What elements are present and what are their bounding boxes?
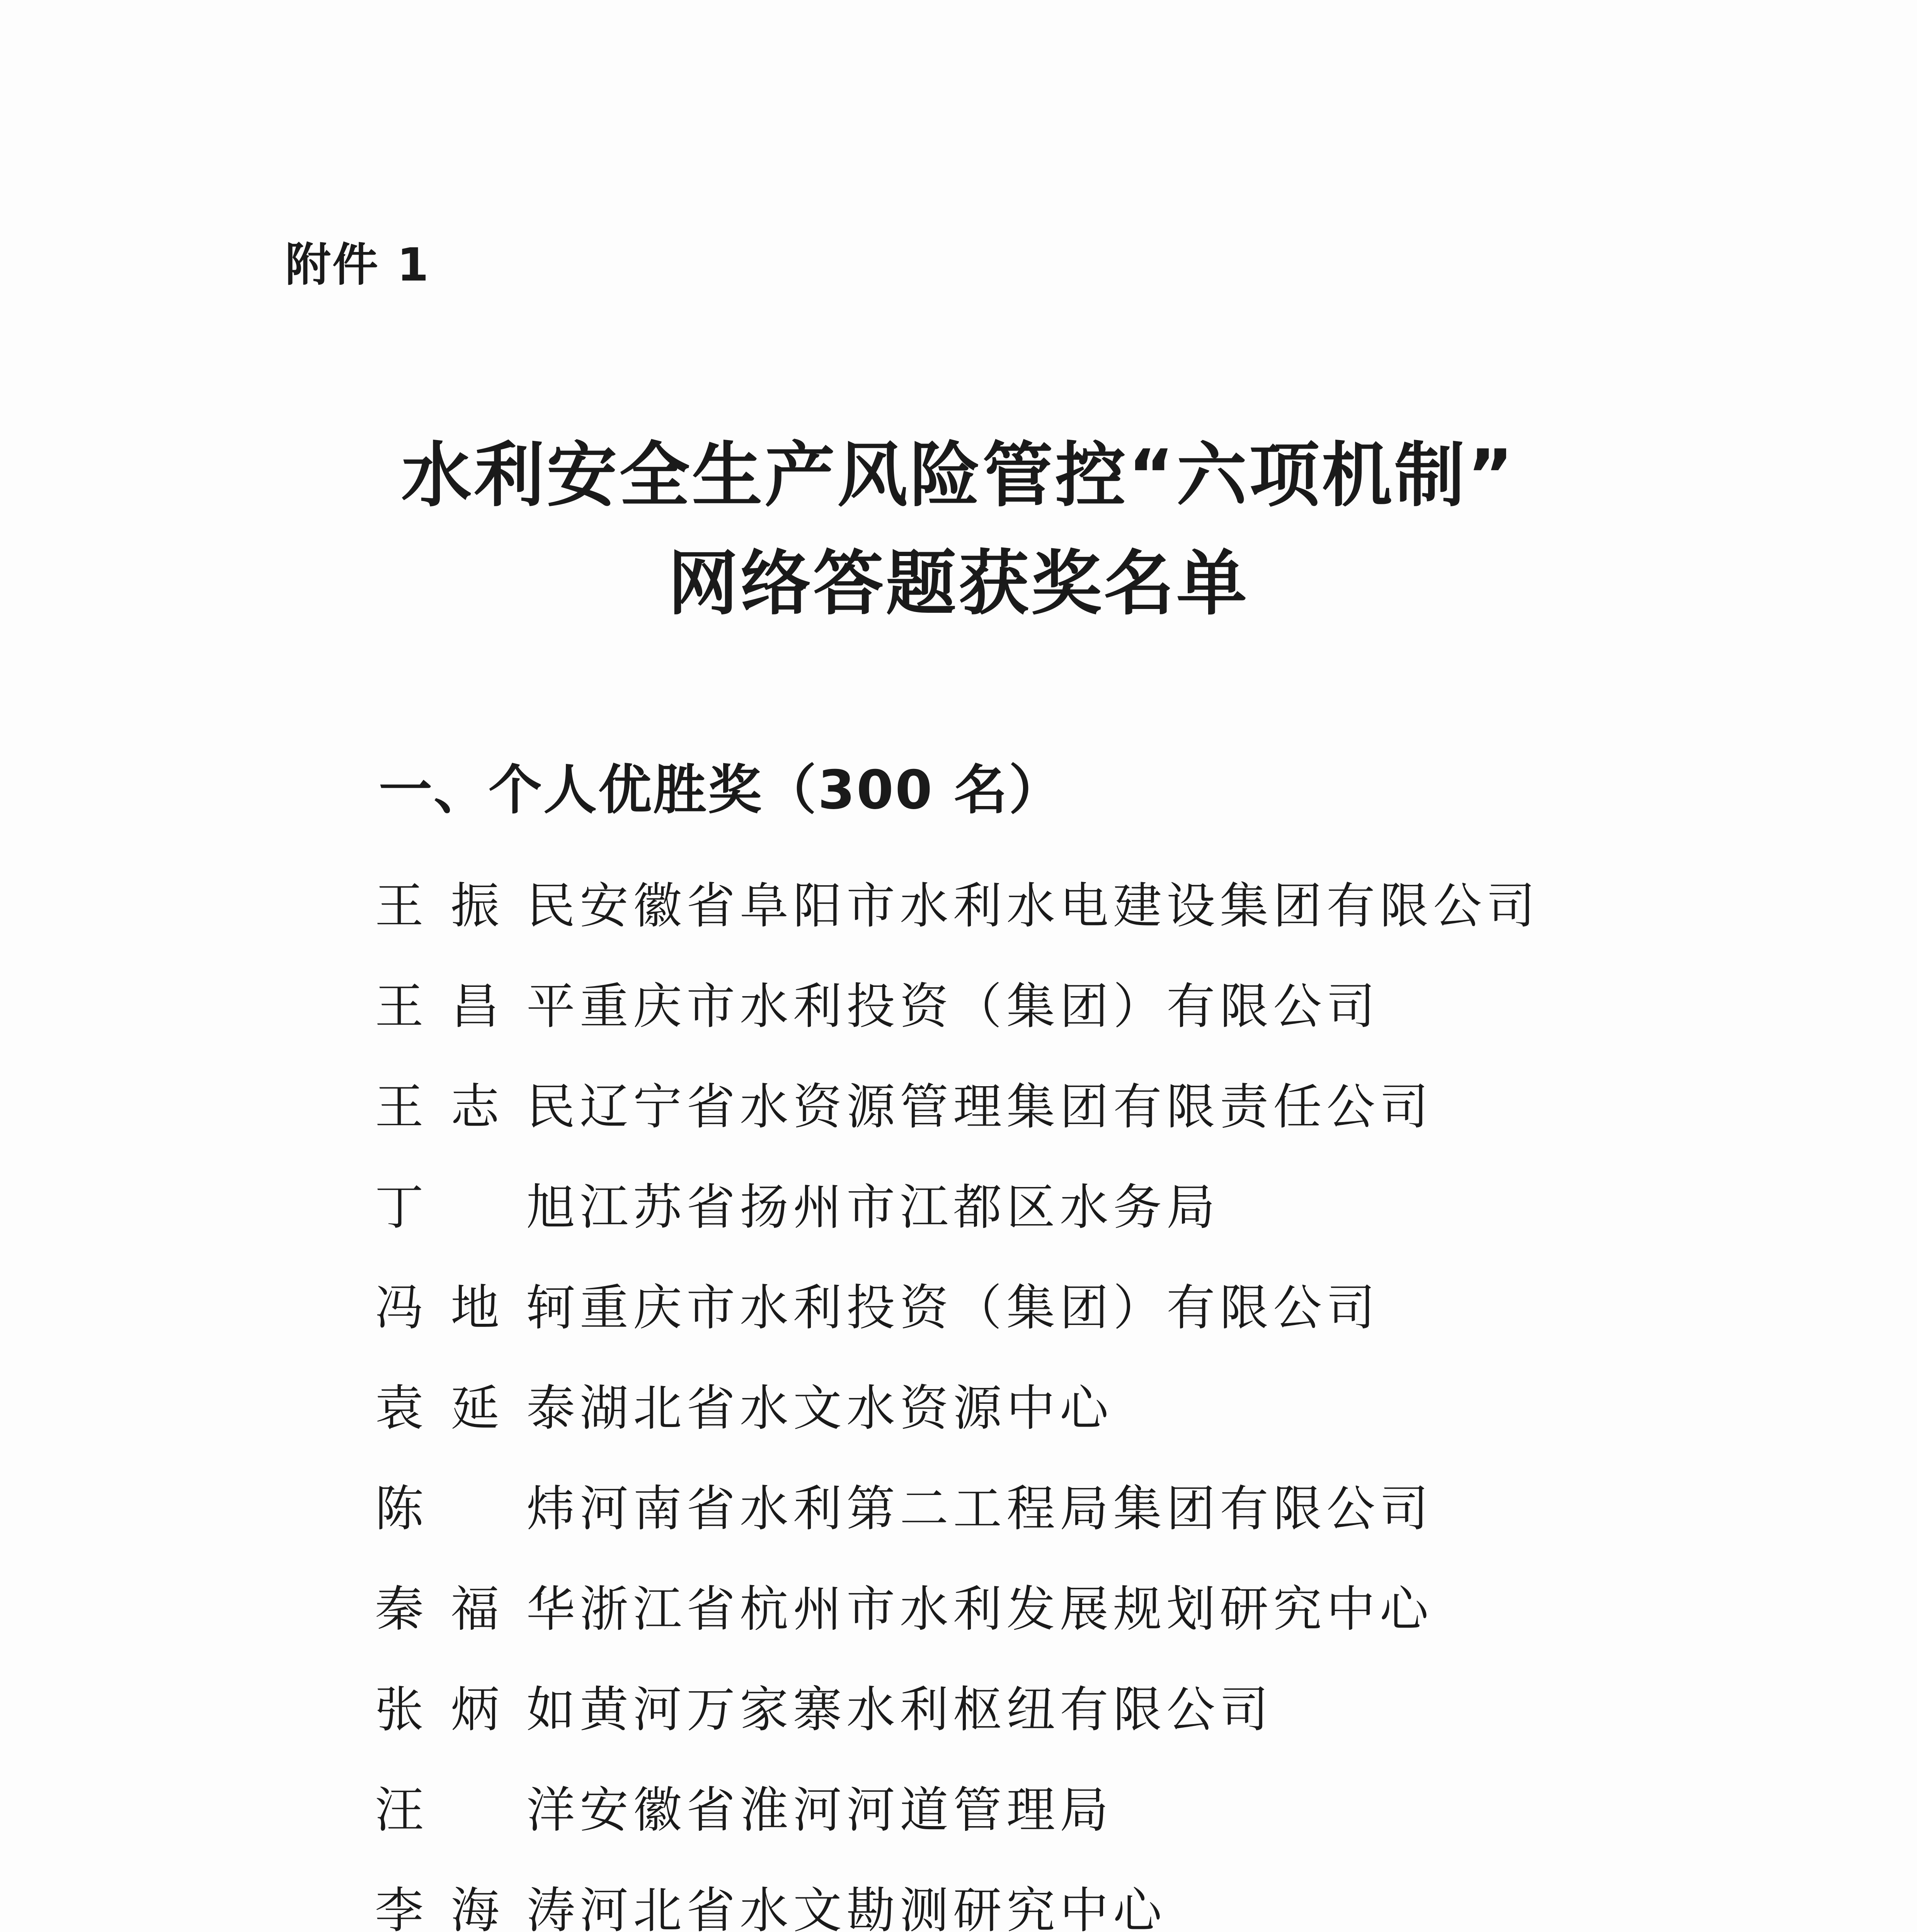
winner-name: 冯地轲 bbox=[375, 1279, 580, 1336]
document-title-line-1: 水利安全生产风险管控“六项机制” bbox=[401, 434, 1516, 516]
winner-row bbox=[375, 1660, 1593, 1760]
winner-row bbox=[375, 856, 1593, 956]
winner-name: 王振民 bbox=[375, 878, 580, 934]
winner-organization: 辽宁省水资源管理集团有限责任公司 bbox=[580, 1078, 1433, 1135]
winner-name: 李海涛 bbox=[375, 1882, 580, 1932]
winner-row bbox=[375, 1760, 1593, 1861]
winner-name: 丁 旭 bbox=[375, 1179, 580, 1236]
winner-name: 王志民 bbox=[375, 1078, 580, 1135]
winner-name: 王昌平 bbox=[375, 978, 580, 1035]
winner-organization: 黄河万家寨水利枢纽有限公司 bbox=[580, 1681, 1273, 1738]
section-heading: 一、个人优胜奖（300 名） bbox=[379, 759, 1064, 821]
winner-organization: 重庆市水利投资（集团）有限公司 bbox=[580, 978, 1380, 1035]
winner-row bbox=[375, 1057, 1593, 1157]
winner-row bbox=[375, 956, 1593, 1057]
winner-row bbox=[375, 1157, 1593, 1258]
winner-name: 袁延泰 bbox=[375, 1380, 580, 1437]
attachment-label: 附件 1 bbox=[285, 238, 431, 291]
winner-row bbox=[375, 1358, 1593, 1459]
winner-organization: 河南省水利第二工程局集团有限公司 bbox=[580, 1480, 1433, 1537]
winner-row bbox=[375, 1559, 1593, 1660]
winner-name: 汪 洋 bbox=[375, 1782, 580, 1838]
winner-organization: 河北省水文勘测研究中心 bbox=[580, 1882, 1166, 1932]
winner-name: 秦福华 bbox=[375, 1581, 580, 1638]
winner-organization: 重庆市水利投资（集团）有限公司 bbox=[580, 1279, 1380, 1336]
winner-row bbox=[375, 1459, 1593, 1559]
winner-organization: 安徽省淮河河道管理局 bbox=[580, 1782, 1113, 1838]
winner-organization: 浙江省杭州市水利发展规划研究中心 bbox=[580, 1581, 1433, 1638]
winner-row bbox=[375, 1861, 1593, 1932]
winner-list bbox=[375, 856, 1593, 1932]
winner-name: 张炳如 bbox=[375, 1681, 580, 1738]
winner-row bbox=[375, 1258, 1593, 1358]
winner-organization: 安徽省阜阳市水利水电建设集团有限公司 bbox=[580, 878, 1540, 934]
document-title-line-2: 网络答题获奖名单 bbox=[668, 543, 1249, 624]
winner-organization: 江苏省扬州市江都区水务局 bbox=[580, 1179, 1220, 1236]
winner-organization: 湖北省水文水资源中心 bbox=[580, 1380, 1113, 1437]
winner-name: 陈 炜 bbox=[375, 1480, 580, 1537]
